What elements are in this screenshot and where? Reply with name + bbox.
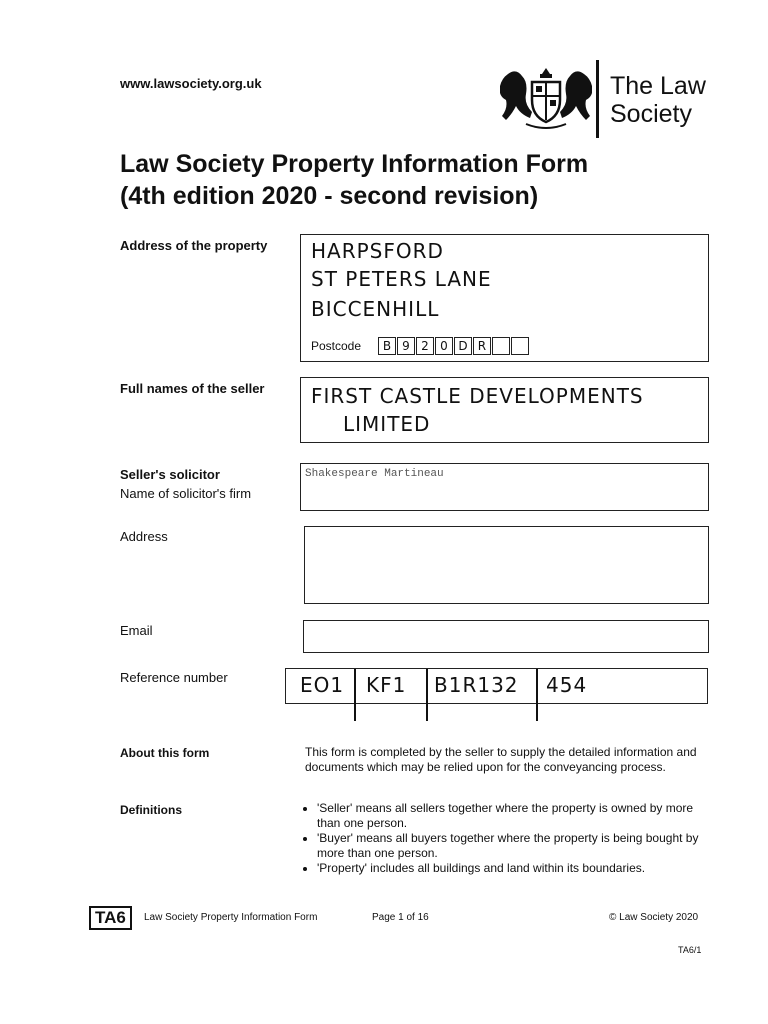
footer-form-name: Law Society Property Information Form (144, 912, 318, 923)
reference-separator (354, 669, 356, 721)
postcode-cell[interactable] (511, 337, 529, 355)
definition-item: • 'Buyer' means all buyers together where the property is being bought by more than one person. (317, 831, 703, 861)
reference-part-1: EO1 (300, 673, 345, 697)
definitions-label: Definitions (120, 803, 182, 817)
property-address-field[interactable] (300, 234, 709, 362)
solicitor-address-field[interactable] (304, 526, 709, 604)
solicitor-firm-value: Shakespeare Martineau (305, 468, 444, 480)
postcode-cell[interactable]: 0 (435, 337, 453, 355)
solicitor-firm-label: Name of solicitor's firm (120, 486, 252, 501)
page-title (120, 148, 740, 212)
form-code-badge: TA6 (89, 906, 132, 930)
property-address-line-1: HARPSFORD (311, 239, 444, 263)
reference-part-4: 454 (546, 673, 588, 697)
postcode-row (311, 337, 530, 355)
law-society-crest-icon (500, 62, 592, 134)
property-address-line-2: ST PETERS LANE (311, 267, 492, 291)
solicitor-email-field[interactable] (303, 620, 709, 653)
reference-separator (536, 669, 538, 721)
seller-name-line-1: FIRST CASTLE DEVELOPMENTS (311, 384, 644, 408)
footer-copyright: © Law Society 2020 (609, 912, 699, 923)
property-address-label: Address of the property (120, 238, 268, 253)
postcode-cell[interactable]: B (378, 337, 396, 355)
footer-page-number: Page 1 of 16 (372, 912, 429, 923)
footer-page-code: TA6/1 (678, 945, 702, 955)
seller-name-line-2: LIMITED (343, 412, 431, 436)
logo-text (610, 72, 706, 128)
logo-divider (596, 60, 599, 138)
definition-item: • 'Property' includes all buildings and land within its boundaries. (317, 861, 703, 876)
seller-solicitor-heading: Seller's solicitor (120, 467, 220, 482)
reference-number-label: Reference number (120, 670, 228, 685)
definitions-list (303, 801, 703, 876)
reference-part-3: B1R132 (434, 673, 519, 697)
reference-number-field[interactable] (285, 668, 708, 704)
postcode-cell[interactable] (492, 337, 510, 355)
postcode-cell[interactable]: D (454, 337, 472, 355)
property-address-line-3: BICCENHILL (311, 297, 440, 321)
reference-separator (426, 669, 428, 721)
about-form-label: About this form (120, 746, 210, 760)
postcode-cell[interactable]: 9 (397, 337, 415, 355)
title-line-1: Law Society Property Information Form (120, 150, 589, 178)
website-url: www.lawsociety.org.uk (120, 76, 262, 91)
definition-item: • 'Seller' means all sellers together where the property is owned by more than one person. (317, 801, 703, 831)
title-line-2: (4th edition 2020 - second revision) (120, 182, 539, 210)
logo-line-2: Society (610, 100, 692, 128)
postcode-label: Postcode (311, 339, 362, 354)
postcode-cell[interactable]: 2 (416, 337, 434, 355)
about-form-text: This form is completed by the seller to supply the detailed information and documents which may be relied upon for the conveyancing process. (305, 745, 697, 774)
solicitor-email-label: Email (120, 623, 153, 638)
seller-names-label: Full names of the seller (120, 381, 265, 396)
solicitor-address-label: Address (120, 529, 168, 544)
logo-line-1: The Law (610, 72, 706, 100)
seller-names-field[interactable] (300, 377, 709, 443)
solicitor-firm-field[interactable] (300, 463, 709, 511)
postcode-cell[interactable]: R (473, 337, 491, 355)
reference-part-2: KF1 (366, 673, 407, 697)
